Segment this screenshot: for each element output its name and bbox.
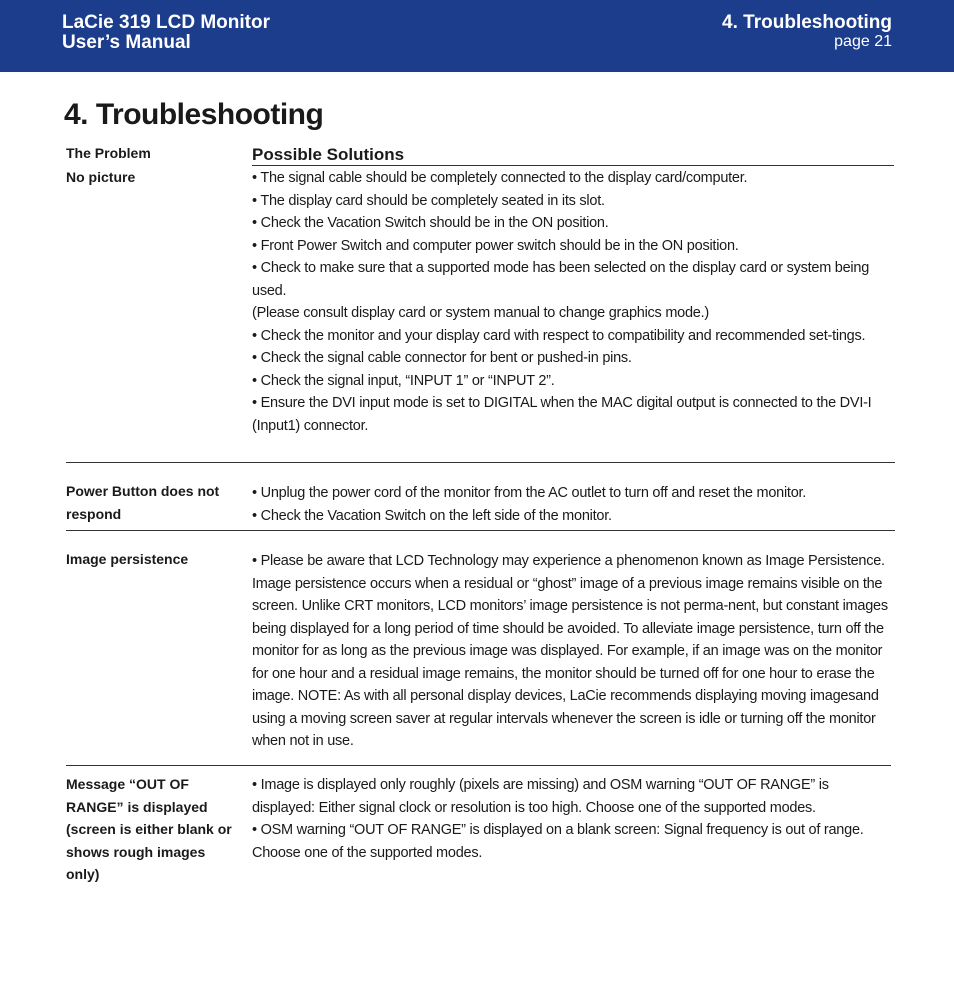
header-divider	[252, 165, 894, 166]
solution-item: • The signal cable should be completely connected to the display card/computer.	[252, 170, 748, 186]
header-left	[62, 13, 270, 53]
problem-no-picture: No picture	[66, 169, 136, 185]
solutions-power-button	[252, 482, 894, 527]
problem-power-button: Power Button does not respond	[66, 483, 220, 522]
header-right	[722, 13, 892, 51]
page-title: 4. Troubleshooting	[64, 98, 324, 131]
page-number: page 21	[834, 33, 892, 50]
problem-column-header: The Problem	[66, 145, 151, 161]
solution-item: • Unplug the power cord of the monitor from the AC outlet to turn off and reset the monitor.	[252, 485, 807, 501]
solutions-column-header: Possible Solutions	[252, 145, 405, 164]
solutions-no-picture	[252, 167, 894, 437]
section-title: 4. Troubleshooting	[722, 12, 892, 33]
problem-image-persistence: Image persistence	[66, 551, 189, 567]
product-name: LaCie 319 LCD Monitor	[62, 12, 270, 33]
solution-item: • Check the signal input, “INPUT 1” or “INPUT 2”.	[252, 372, 555, 389]
solution-item: • Please be aware that LCD Technology may experience a phenomenon known as Image Persistence. Image persistence occurs when a residual or “ghost” image of a previous image remains visible on the screen. Unlike CRT monitors, LCD monitors’ image persistence is not perma-nent, but constant images being displayed for a long period of time should be avoided. To alleviate image persistence, turn off the monitor for as long as the previous image was displayed. For example, if an image was on the monitor for one hour and a residual image remains, the monitor should be turned off for one hour to erase the image. NOTE: As with all personal display devices, LaCie recommends displaying moving imagesand using a moving screen saver at regular intervals whenever the screen is idle or turning off the monitor when not in use.	[252, 553, 888, 749]
solution-item: • Check the Vacation Switch on the left side of the monitor.	[252, 507, 612, 524]
page-header	[0, 0, 954, 72]
solution-item: • Check the signal cable connector for bent or pushed-in pins.	[252, 350, 632, 366]
solutions-out-of-range	[252, 774, 894, 864]
solution-item: • Image is displayed only roughly (pixels are missing) and OSM warning “OUT OF RANGE” is displayed: Either signal clock or resolution is too high. Choose one of the supported modes.	[252, 777, 829, 816]
solution-item: • Check the monitor and your display card with respect to compatibility and recommended set-tings.	[252, 327, 866, 344]
solution-item: • Ensure the DVI input mode is set to DIGITAL when the MAC digital output is connected to the DVI-I (Input1) connector.	[252, 395, 872, 434]
solution-item: • Check the Vacation Switch should be in the ON position.	[252, 215, 609, 231]
solution-item: (Please consult display card or system manual to change graphics mode.)	[252, 305, 709, 321]
row-divider	[66, 462, 895, 463]
solutions-image-persistence	[252, 550, 894, 753]
row-divider	[66, 765, 891, 766]
row-divider	[66, 530, 895, 531]
solution-item: • Check to make sure that a supported mode has been selected on the display card or system being used.	[252, 260, 870, 299]
solution-item: • OSM warning “OUT OF RANGE” is displayed on a blank screen: Signal frequency is out of range. Choose one of the supported modes.	[252, 822, 864, 861]
solution-item: • Front Power Switch and computer power switch should be in the ON position.	[252, 237, 739, 254]
solution-item: • The display card should be completely seated in its slot.	[252, 192, 605, 209]
problem-out-of-range: Message “OUT OF RANGE” is displayed (screen is either blank or shows rough images only)	[66, 776, 232, 882]
manual-name: User’s Manual	[62, 32, 191, 53]
